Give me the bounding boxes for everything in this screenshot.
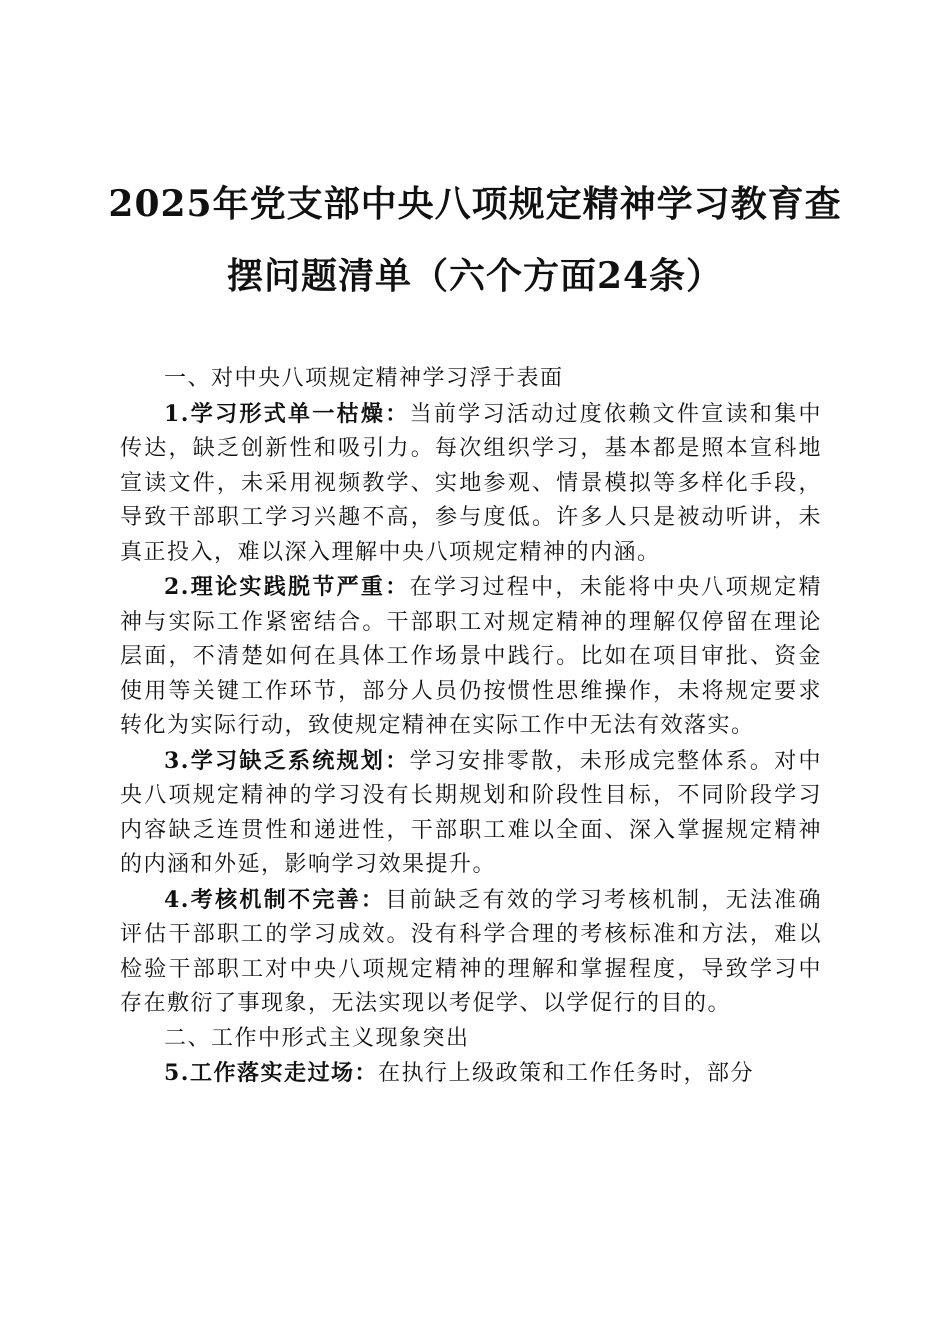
item-text: 当前学习活动过度依赖文件宣读和集中传达，缺乏创新性和吸引力。每次组织学习，基本都是照本宣科地宣读文件，未采用视频教学、实地参观、情景模拟等多样化手段，导致干部职工学习兴趣不高，参与度低。许多人只是被动听讲，未真正投入，难以深入理解中央八项规定精神的内涵。	[120, 401, 822, 565]
paragraph-item-1	[120, 397, 822, 571]
paragraph-item-4	[120, 883, 822, 1022]
item-lead: 1.学习形式单一枯燥：	[164, 400, 410, 427]
document-title	[100, 168, 850, 312]
section-heading-1: 一、对中央八项规定精神学习浮于表面	[164, 366, 564, 391]
item-lead: 2.理论实践脱节严重：	[164, 574, 410, 600]
item-lead: 4.考核机制不完善：	[164, 886, 386, 913]
item-lead: 3.学习缺乏系统规划：	[164, 747, 410, 774]
title-line-1: 2025年党支部中央八项规定精神学习教育查	[108, 183, 842, 225]
item-text: 在执行上级政策和工作任务时，部分	[377, 1061, 754, 1086]
title-line-2: 摆问题清单（六个方面24条）	[226, 255, 724, 297]
section-heading-2: 二、工作中形式主义现象突出	[164, 1025, 470, 1051]
item-text: 学习安排零散，未形成完整体系。对中央八项规定精神的学习没有长期规划和阶段性目标，不同阶段学习内容缺乏连贯性和递进性，干部职工难以全面、深入掌握规定精神的内涵和外延，影响学习效果提升。	[120, 748, 822, 877]
paragraph-item-5	[120, 1056, 822, 1092]
paragraph-item-2	[120, 570, 822, 744]
item-text: 在学习过程中，未能将中央八项规定精神与实际工作紧密结合。干部职工对规定精神的理解仅停留在理论层面，不清楚如何在具体工作场景中践行。比如在项目审批、资金使用等关键工作环节，部分人员仍按惯性思维操作，未将规定要求转化为实际行动，致使规定精神在实际工作中无法有效落实。	[120, 575, 822, 738]
document-body	[120, 362, 822, 1092]
item-lead: 5.工作落实走过场：	[164, 1060, 378, 1086]
paragraph-item-3	[120, 744, 822, 883]
item-text: 目前缺乏有效的学习考核机制，无法准确评估干部职工的学习成效。没有科学合理的考核标准和方法，难以检验干部职工对中央八项规定精神的理解和掌握程度，导致学习中存在敷衍了事现象，无法实现以考促学、以学促行的目的。	[120, 887, 822, 1016]
